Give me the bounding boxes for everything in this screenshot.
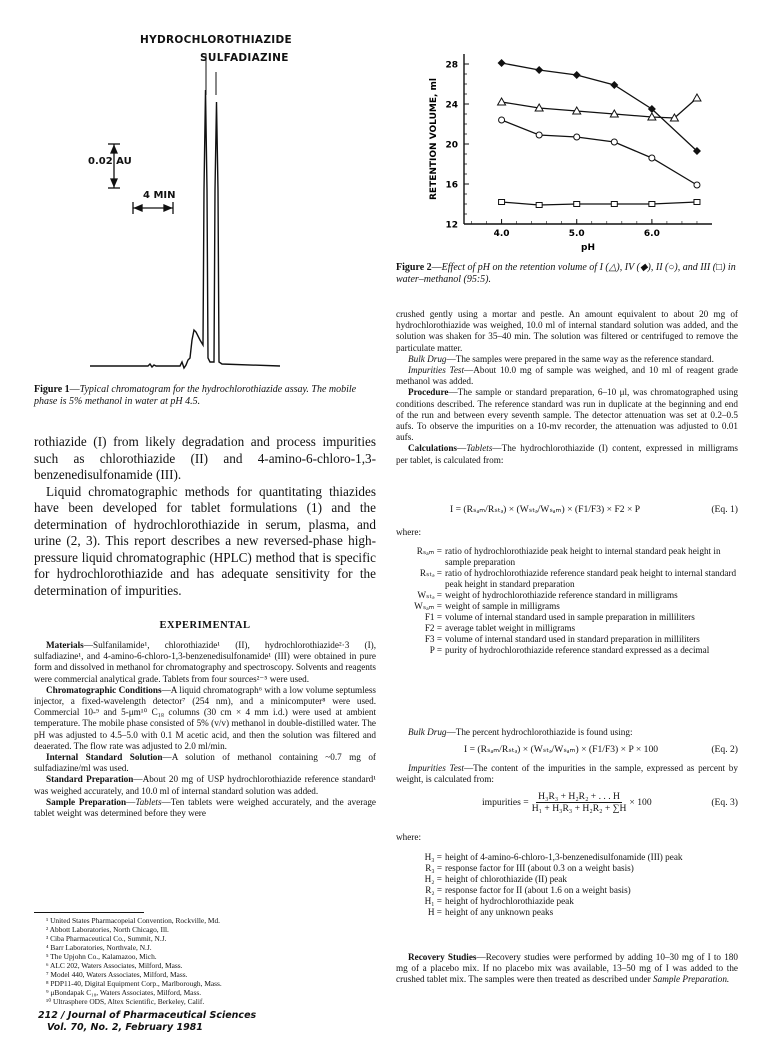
- variable-description: response factor for II (about 1.6 on a weight basis): [445, 885, 631, 895]
- variable-symbol: Rₛₐₘ =: [416, 546, 442, 556]
- series-line-II: [502, 120, 697, 185]
- sample-preparation-paragraph: Sample Preparation—Tablets—Ten tablets were weighed accurately, and the average tablet weight was determined before they were: [34, 796, 377, 819]
- impurities-test-heading: Impurities Test: [408, 365, 465, 376]
- x-tick-label: 6.0: [643, 229, 660, 239]
- bulk-drug-paragraph: Bulk Drug—The samples were prepared in the same way as the reference standard.: [408, 353, 714, 364]
- variable-definition: [408, 645, 738, 656]
- impurities-percent-paragraph: Impurities Test—The content of the impurities in the sample, expressed as percent by weight, is calculated from:: [396, 763, 738, 785]
- variable-description: height of any unknown peaks: [445, 907, 554, 917]
- variable-definitions-2: [408, 852, 738, 918]
- where-label-2: where:: [396, 832, 421, 842]
- x-tick-label: 5.0: [568, 229, 585, 239]
- variable-definition: [408, 863, 738, 874]
- y-axis-label: RETENTION VOLUME, ml: [429, 77, 439, 201]
- y-tick-label: 16: [445, 180, 458, 191]
- variable-symbol: F1 =: [424, 612, 442, 622]
- variable-definition: [408, 601, 738, 612]
- calculations-body: The hydrochlorothiazide (I) content, expressed in milligrams per tablet, is calculated from:: [396, 443, 738, 465]
- equation-3: [482, 791, 738, 814]
- variable-symbol: H₃ =: [424, 852, 442, 862]
- standard-preparation-heading: Standard Preparation: [46, 774, 134, 785]
- point-diamond: [610, 81, 618, 89]
- footnote: ⁸ PDP11-40, Digital Equipment Corp., Marlborough, Mass.: [46, 979, 222, 988]
- procedure-paragraph: Procedure—The sample or standard preparation, 6–10 μl, was chromatographed using conditions described. The reference standard was run in duplicate at the beginning and end of the run and between every seventh sample. The detector attenuation was set at 0.2–0.5 aufs. To observe the impurities on a 10-mv recorder, the attenuation was adjusted to 0.01 aufs.: [396, 387, 738, 443]
- variable-symbol: P =: [429, 645, 442, 655]
- point-square: [574, 202, 580, 207]
- standard-preparation-body: About 20 mg of USP hydrochlorothiazide reference standard¹ was weighed accurately, and 10.0 ml of internal standard solution was added.: [34, 774, 376, 796]
- variable-description: ratio of hydrochlorothiazide peak height to internal standard peak height in sample preparation: [445, 546, 721, 567]
- bulk-drug-body: The samples were prepared in the same way as the reference standard.: [455, 353, 714, 364]
- variable-definition: [408, 546, 738, 568]
- point-square: [499, 200, 505, 205]
- point-circle: [499, 117, 505, 123]
- footnote: ⁶ ALC 202, Waters Associates, Milford, Mass.: [46, 961, 183, 970]
- variable-symbol: Wₛₜₔ =: [417, 590, 442, 600]
- equation-2: [464, 744, 738, 755]
- materials-paragraph: Materials—Sulfanilamide¹, chlorothiazide¹ (II), hydrochlorothiazide²·3 (I), sulfadiazine¹, and 4-amino-6-chloro-1,3-benzenedisulfonamide¹ (III) were obtained in pure form and dissolved in methanol for chromatography and spectroscopy. Solvents and reagents were commercial analytical grade. Tablets from four sources²⁻⁵ were used.: [34, 640, 376, 684]
- sample-preparation-heading: Sample Preparation: [46, 796, 127, 807]
- variable-definition: [408, 590, 738, 601]
- variable-symbol: H₁ =: [424, 896, 442, 906]
- point-square: [694, 200, 700, 205]
- x-tick-label: 4.0: [493, 229, 510, 239]
- bulk-drug-heading: Bulk Drug: [408, 353, 447, 364]
- variable-symbol: H =: [427, 907, 442, 917]
- equation-3-fraction: [532, 791, 627, 814]
- bulk-drug-percent-body: The percent hydrochlorothiazide is found using:: [455, 727, 633, 737]
- where-label-1: where:: [396, 527, 421, 537]
- materials-body: Sulfanilamide¹, chlorothiazide¹ (II), hydrochlorothiazide²·3 (I), sulfadiazine¹, and 4-amino-6-chloro-1,3-benzenedisulfonamide¹ (III) were obtained in pure form and dissolved in methanol for chromatography and spectroscopy. Solvents and reagents were commercial analytical grade. Tablets from four sources²⁻⁵ were used.: [34, 640, 376, 684]
- variable-definition: [408, 568, 738, 590]
- retention-volume-chart: [396, 34, 736, 264]
- chromatogram-trace: [90, 90, 280, 368]
- variable-symbol: F2 =: [424, 623, 442, 633]
- time-scale-bar: [133, 202, 173, 214]
- variable-description: weight of hydrochlorothiazide reference standard in milligrams: [445, 590, 678, 600]
- series-line-III: [502, 202, 697, 205]
- variable-symbol: R₂ =: [425, 885, 442, 895]
- footnote: ⁹ μBondapak C₁₈, Waters Associates, Milford, Mass.: [46, 988, 202, 997]
- point-circle: [536, 132, 542, 138]
- internal-standard-paragraph: Internal Standard Solution—A solution of methanol containing ~0.7 mg of sulfadiazine/ml was used.: [34, 752, 376, 774]
- variable-symbol: R₃ =: [425, 863, 442, 873]
- equation-2-number: (Eq. 2): [711, 744, 738, 755]
- internal-standard-body: A solution of methanol containing ~0.7 mg of sulfadiazine/ml was used.: [34, 752, 376, 774]
- variable-description: purity of hydrochlorothiazide reference standard expressed as a decimal: [445, 645, 710, 655]
- variable-symbol: Rₛₜₔ =: [419, 568, 442, 578]
- intro-text: [34, 434, 376, 599]
- chromatographic-conditions-heading: Chromatographic Conditions: [46, 684, 162, 695]
- variable-description: volume of internal standard used in sample preparation in milliliters: [445, 612, 695, 622]
- sample-preparation-body: Ten tablets were weighed accurately, and the average tablet weight was determined before they were: [34, 796, 377, 819]
- footnote: ⁴ Barr Laboratories, Northvale, N.J.: [46, 943, 152, 952]
- variable-definition: [408, 907, 738, 918]
- variable-definitions-1: [408, 546, 738, 656]
- variable-definition: [408, 874, 738, 885]
- point-square: [649, 202, 655, 207]
- variable-definition: [408, 852, 738, 863]
- variable-definition: [408, 634, 738, 645]
- point-triangle: [498, 98, 506, 105]
- equation-2-body: I = (Rₛₐₘ/Rₛₜₔ) × (Wₛₜₔ/Wₛₐₘ) × (F1/F3) × P × 100: [464, 744, 659, 755]
- chromatographic-conditions-body: A liquid chromatograph⁶ with a low volume septumless injector, a fixed-wavelength detector⁷ (254 nm), and a minicomputer⁸ were used. Commercial 10-⁹ and 5-μm¹⁰ C₁₈ columns (30 cm × 4 mm i.d.) were used at ambient temperature. The mobile phase consisted of 5% (v/v) methanol in double-distilled water. The pH was adjusted to 4.5–5.0 with 0.1 M acetic acid, and then the solution was filtered and deaerated. The flow rate was adjusted to 2.0 ml/min.: [34, 684, 376, 751]
- journal-name: 212 / Journal of Pharmaceutical Sciences: [38, 1010, 257, 1021]
- au-scale-label: 0.02 AU: [88, 156, 132, 167]
- calculations-heading: Calculations: [408, 443, 458, 454]
- page-footer: [38, 1010, 256, 1034]
- figure1-caption: Figure 1—Typical chromatogram for the hydrochlorothiazide assay. The mobile phase is 5% methanol in water at pH 4.5.: [34, 384, 357, 407]
- footnote: ¹⁰ Ultrasphere ODS, Altex Scientific, Berkeley, Calif.: [46, 997, 205, 1006]
- equation-3-rhs: × 100: [629, 797, 652, 808]
- equation-3-numerator: H₃R₃ + H₂R₂ + . . . H: [538, 791, 620, 802]
- y-tick-label: 20: [445, 140, 458, 151]
- chromatographic-conditions-paragraph: Chromatographic Conditions—A liquid chromatograph⁶ with a low volume septumless injector, a fixed-wavelength detector⁷ (254 nm), and a minicomputer⁸ were used. Commercial 10-⁹ and 5-μm¹⁰ C₁₈ columns (30 cm × 4 mm i.d.) were used at ambient temperature. The mobile phase consisted of 5% (v/v) methanol in double-distilled water. The pH was adjusted to 4.5–5.0 with 0.1 M acetic acid, and then the solution was filtered and deaerated. The flow rate was adjusted to 2.0 ml/min.: [34, 684, 376, 751]
- procedure-heading: Procedure: [408, 387, 449, 398]
- variable-description: height of chlorothiazide (II) peak: [445, 874, 567, 884]
- point-triangle: [693, 94, 701, 101]
- experimental-text: [34, 640, 376, 819]
- impurities-test-paragraph: Impurities Test—About 10.0 mg of sample was weighed, and 10 ml of reagent grade methanol was added.: [396, 365, 738, 387]
- impurities-test-body: About 10.0 mg of sample was weighed, and 10 ml of reagent grade methanol was added.: [396, 365, 738, 387]
- intro-paragraph-1: rothiazide (I) from likely degradation and process impurities such as chlorothiazide (II) and 4-amino-6-chloro-1,3-benzenedisulfonamide (III).: [34, 434, 376, 482]
- recovery-studies-heading: Recovery Studies: [408, 952, 477, 962]
- variable-definition: [408, 885, 738, 896]
- equation-1-number: (Eq. 1): [711, 504, 738, 515]
- equation-3-denominator: H₁ + H₃R₃ + H₂R₂ + ∑H: [531, 803, 627, 814]
- footnote: ⁵ The Upjohn Co., Kalamazoo, Mich.: [46, 952, 157, 961]
- variable-symbol: F3 =: [424, 634, 442, 644]
- figure2-caption-text: Effect of pH on the retention volume of I (△), IV (◆), II (○), and III (□) in water–methanol (95:5).: [396, 262, 736, 285]
- equation-3-number: (Eq. 3): [711, 797, 738, 808]
- variable-symbol: H₂ =: [424, 874, 442, 884]
- footnotes: [46, 916, 376, 1006]
- point-diamond: [535, 66, 543, 74]
- crushing-paragraph: crushed gently using a mortar and pestle. An amount equivalent to about 20 mg of hydrochlorothiazide was weighed, 10.0 ml of internal standard solution was added, and the solution was shaken for 35–40 min. The solution was filtered or centrifuged to remove the particulate matter.: [396, 309, 738, 353]
- variable-definition: [408, 896, 738, 907]
- variable-description: ratio of hydrochlorothiazide reference standard peak height to internal standard peak height in standard preparation: [445, 568, 737, 589]
- recovery-studies-reference: Sample Preparation.: [653, 974, 730, 985]
- bulk-drug-percent-paragraph: Bulk Drug—The percent hydrochlorothiazide is found using:: [408, 727, 633, 737]
- variable-description: height of 4-amino-6-chloro-1,3-benzenedisulfonamide (III) peak: [445, 852, 683, 862]
- variable-description: weight of sample in milligrams: [445, 601, 560, 611]
- intro-paragraph-2: Liquid chromatographic methods for quantitating thiazides have been developed for tablet formulations (1) and the determination of hydrochlorothiazide in serum, plasma, and urine (2, 3). This report describes a new reversed-phase high-pressure liquid chromatographic (HPLC) method that is specific for hydrochlorothiazide and has adequate sensitivity for the determination of impurities.: [34, 483, 376, 598]
- standard-preparation-paragraph: Standard Preparation—About 20 mg of USP hydrochlorothiazide reference standard¹ was weighed accurately, and 10.0 ml of internal standard solution was added.: [34, 774, 376, 796]
- footnote: ³ Ciba Pharmaceutical Co., Summit, N.J.: [46, 934, 167, 943]
- series-line-I: [502, 98, 697, 118]
- bulk-drug-percent-heading: Bulk Drug: [408, 727, 447, 737]
- chart-axes: [429, 54, 712, 253]
- equation-3-lhs: impurities =: [482, 797, 529, 808]
- figure2-caption: Figure 2—Effect of pH on the retention volume of I (△), IV (◆), II (○), and III (□) in water–methanol (95:5).: [396, 262, 736, 285]
- peak-label-sulfadiazine: SULFADIAZINE: [200, 52, 289, 64]
- right-column-text: [396, 309, 738, 466]
- equation-1-body: I = (Rₛₐₘ/Rₛₜₔ) × (Wₛₜₔ/Wₛₐₘ) × (F1/F3) × F2 × P: [450, 504, 641, 515]
- variable-definition: [408, 612, 738, 623]
- y-tick-label: 24: [445, 100, 458, 111]
- impurities-percent-body: The content of the impurities in the sample, expressed as percent by weight, is calculated from:: [396, 763, 738, 785]
- figure1-caption-text: Typical chromatogram for the hydrochlorothiazide assay. The mobile phase is 5% methanol in water at pH 4.5.: [34, 384, 357, 407]
- recovery-studies-paragraph: Recovery Studies—Recovery studies were performed by adding 10–30 mg of I to 180 mg of a placebo mix. If no placebo mix was available, 13–50 mg of I was added to the crushed tablet mix. The samples were then treated as described under Sample Preparation.: [396, 952, 738, 985]
- figure2-caption-prefix: Figure 2: [396, 262, 432, 273]
- footnote: ¹ United States Pharmacopeial Convention, Rockville, Md.: [46, 916, 221, 925]
- variable-description: average tablet weight in milligrams: [445, 623, 576, 633]
- chromatogram: [80, 40, 380, 385]
- internal-standard-heading: Internal Standard Solution: [46, 752, 163, 763]
- variable-description: height of hydrochlorothiazide peak: [445, 896, 574, 906]
- variable-symbol: Wₛₐₘ =: [414, 601, 442, 611]
- point-square: [536, 203, 542, 208]
- figure1-caption-prefix: Figure 1: [34, 384, 70, 395]
- procedure-body: The sample or standard preparation, 6–10 μl, was chromatographed using conditions described. The reference standard was run in duplicate at the beginning and end of the run and between every seventh sample. The detector attenuation was set at 0.2–0.5 aufs. To observe the impurities on a 10-mv recorder, the attenuation was adjusted to 0.01 aufs.: [396, 387, 738, 443]
- equation-1: [450, 504, 738, 515]
- point-circle: [611, 139, 617, 145]
- calculations-subheading: Tablets: [466, 443, 493, 454]
- section-heading-experimental: EXPERIMENTAL: [159, 620, 251, 631]
- variable-description: response factor for III (about 0.3 on a weight basis): [445, 863, 634, 873]
- footnote: ⁷ Model 440, Waters Associates, Milford, Mass.: [46, 970, 188, 979]
- variable-definition: [408, 623, 738, 634]
- sample-preparation-subheading: Tablets: [135, 796, 162, 807]
- footnote: ² Abbott Laboratories, North Chicago, Ill.: [46, 925, 169, 934]
- point-circle: [574, 134, 580, 140]
- point-circle: [694, 182, 700, 188]
- journal-volume: Vol. 70, No. 2, February 1981: [47, 1022, 203, 1033]
- x-axis-label: pH: [581, 243, 595, 253]
- footnote-rule: [34, 912, 144, 913]
- materials-heading: Materials: [46, 640, 84, 650]
- calculations-paragraph: Calculations—Tablets—The hydrochlorothiazide (I) content, expressed in milligrams per tablet, is calculated from:: [396, 443, 738, 465]
- point-diamond: [573, 71, 581, 79]
- variable-description: volume of internal standard used in standard preparation in milliliters: [445, 634, 700, 644]
- point-diamond: [498, 59, 506, 67]
- y-tick-label: 12: [445, 220, 458, 231]
- impurities-percent-heading: Impurities Test: [408, 763, 464, 773]
- recovery-studies-body: Recovery studies were performed by adding 10–30 mg of I to 180 mg of a placebo mix. If no placebo mix was available, 13–50 mg of I was added to the crushed tablet mix. The samples were then treated as described under: [396, 952, 738, 985]
- time-scale-label: 4 MIN: [143, 190, 176, 201]
- point-square: [611, 202, 617, 207]
- chart-marks: [498, 59, 701, 208]
- y-tick-label: 28: [445, 60, 458, 71]
- point-circle: [649, 155, 655, 161]
- peak-label-hydrochlorothiazide: HYDROCHLOROTHIAZIDE: [140, 34, 292, 46]
